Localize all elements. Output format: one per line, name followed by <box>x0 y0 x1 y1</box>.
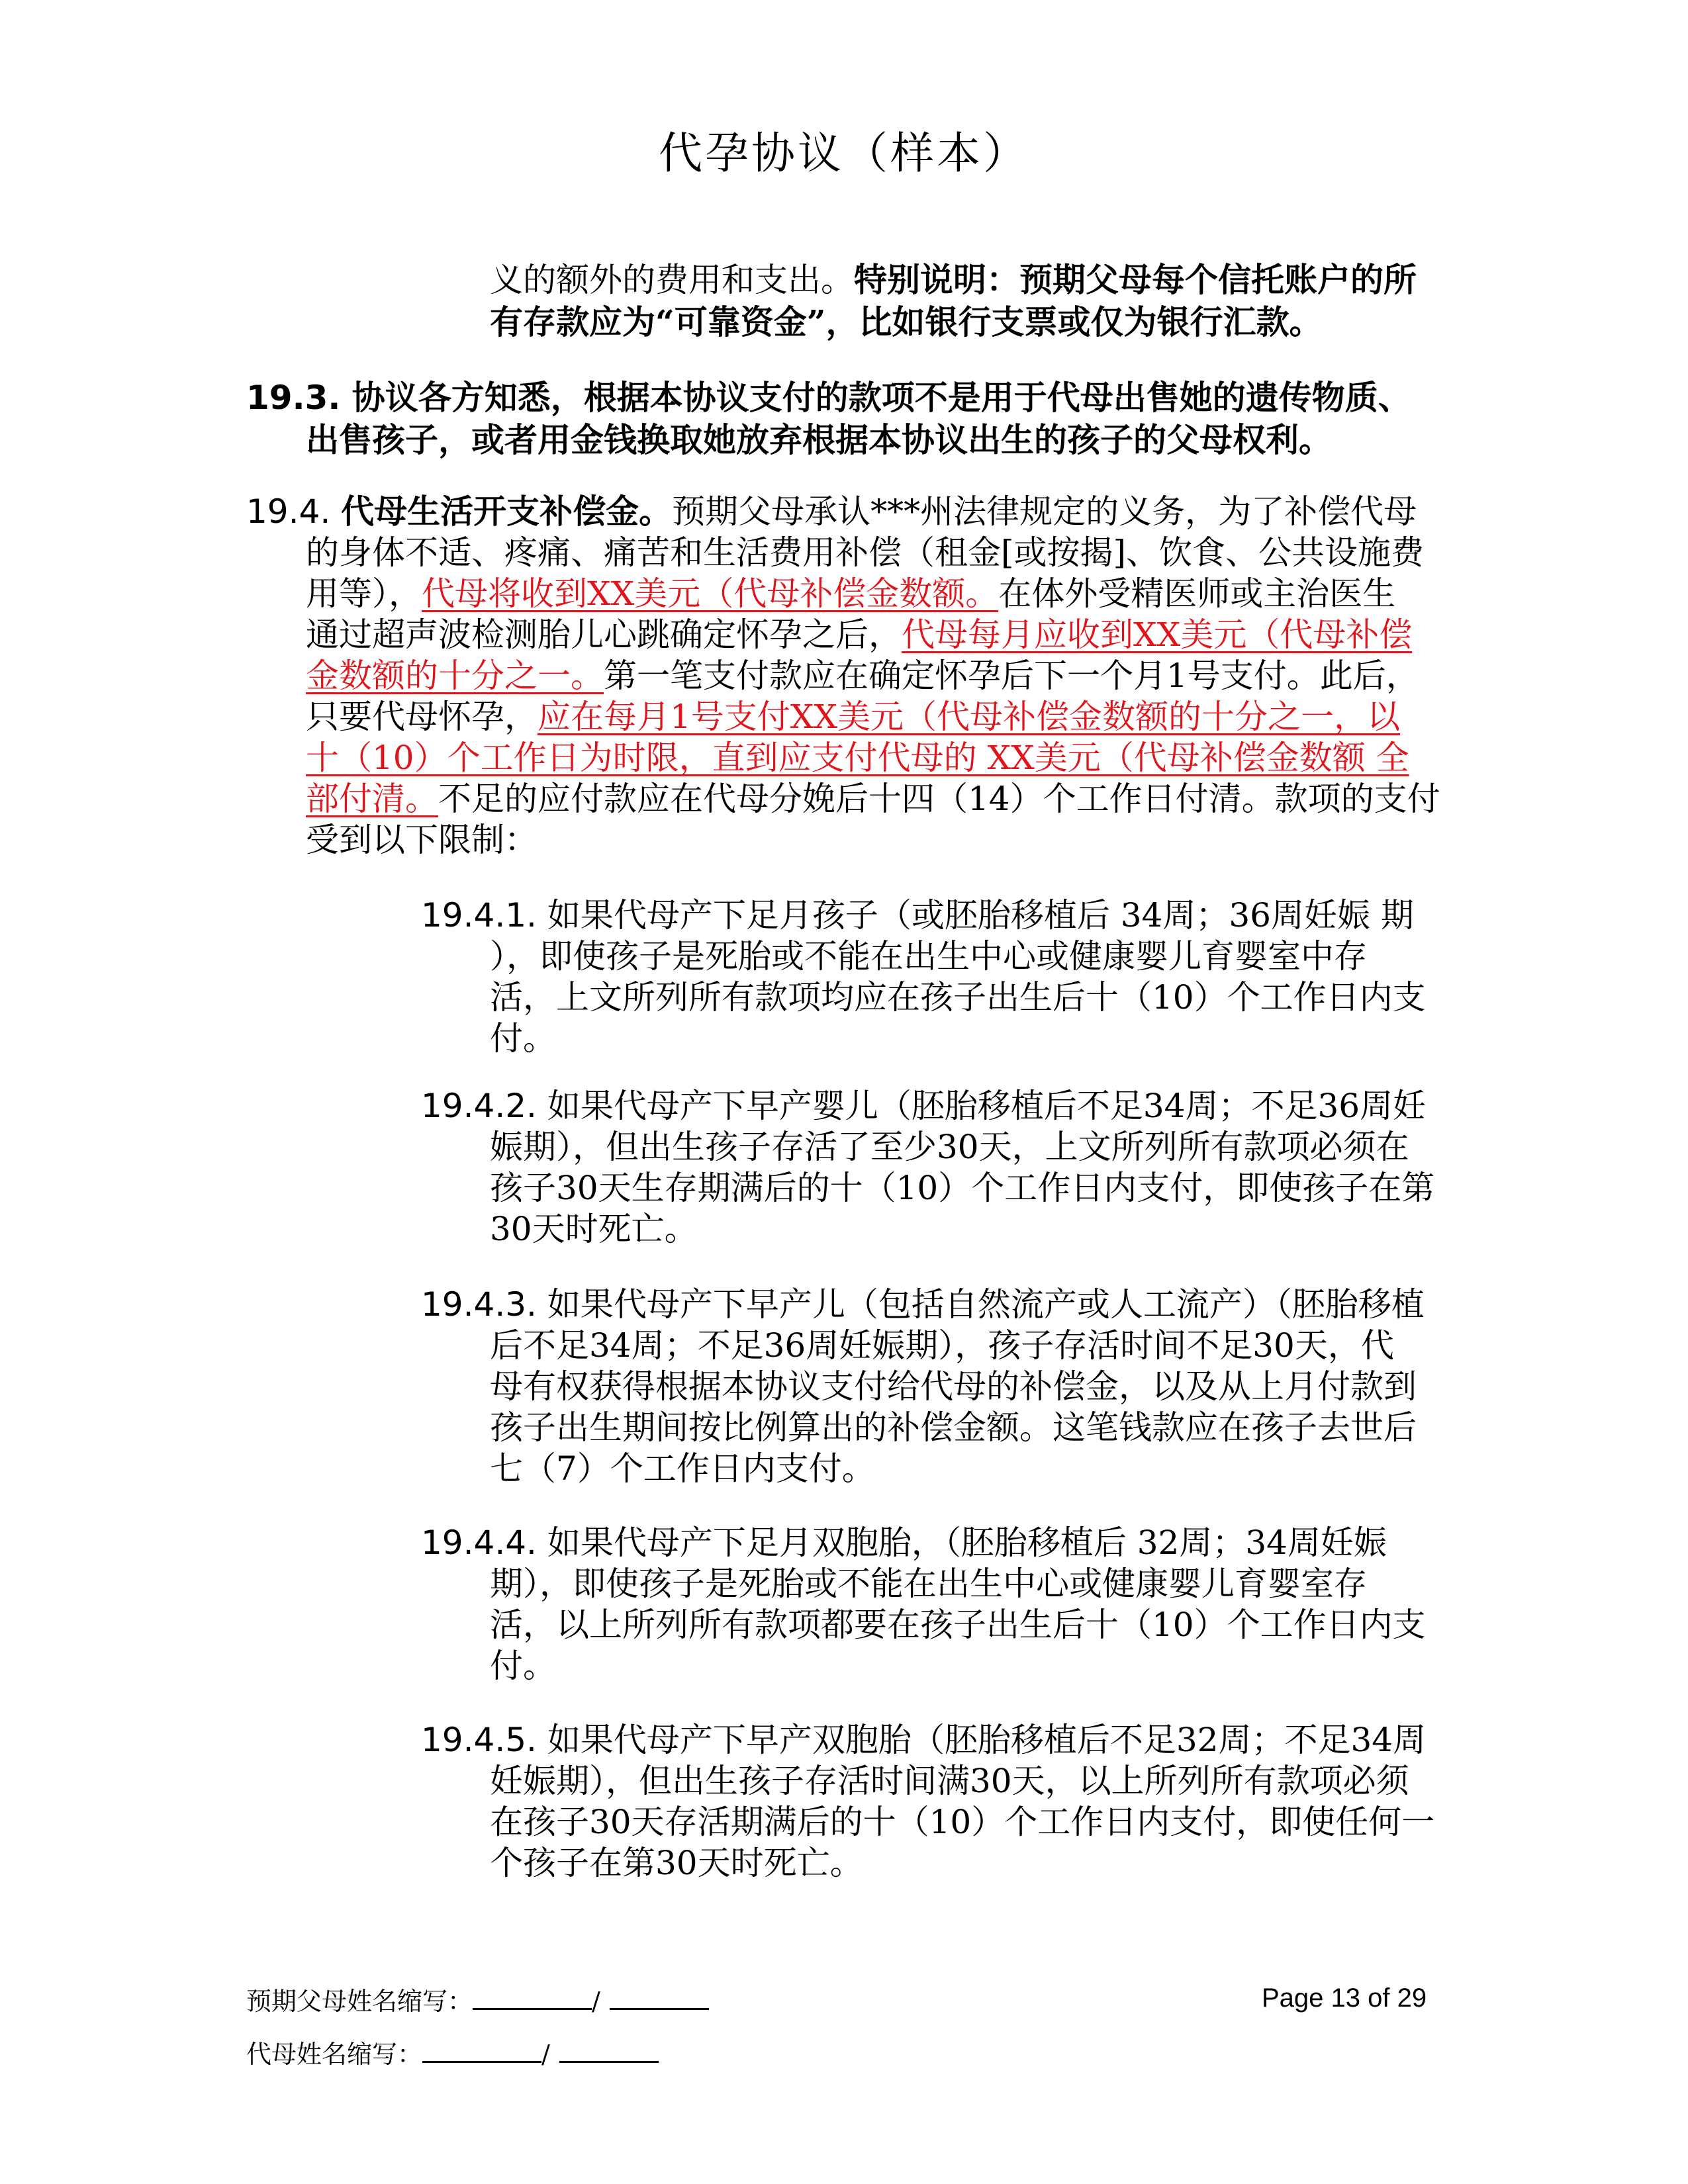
sub-item-number: 19.4.2. <box>421 1087 537 1125</box>
s19-2-line-1: 义的额外的费用和支出。特别说明：预期父母每个信托账户的所 <box>490 260 1417 299</box>
s19-4-line-3: 用等），代母将收到XX美元（代母补偿金数额。在体外受精医师或主治医生 <box>306 574 1396 613</box>
sub-item-19-4-5: 19.4.5. 如果代母产下早产双胞胎（胚胎移植后不足32周；不足34周 妊娠期），但出生孩子存活时间满30天，以上所列所有款项必须 在孩子30天存活期满后的十（10）个工作日内支付，即使任何一 个孩子在第30天时死亡。 <box>421 1721 1435 1882</box>
s19-3-number: 19.3. <box>246 379 341 417</box>
sub-item-19-4-1: 19.4.1. 如果代母产下足月孩子（或胚胎移植后 34周；36周妊娠 期 ），即使孩子是死胎或不能在出生中心或健康婴儿育婴室中存 活，上文所列所有款项均应在孩子出生后十（10）个工作日内支 付。 <box>421 896 1426 1058</box>
footer-surrogate-initials: 代母姓名缩写： / <box>246 2037 659 2070</box>
sub-item-number: 19.4.3. <box>421 1285 537 1324</box>
parents-initials-blank-2[interactable] <box>610 1984 709 2010</box>
page-number: Page 13 of 29 <box>1262 1983 1427 2013</box>
s19-2-line-2: 有存款应为“可靠资金”，比如银行支票或仅为银行汇款。 <box>490 302 1323 341</box>
s19-4-line-1: 19.4. 代母生活开支补偿金。预期父母承认***州法律规定的义务，为了补偿代母 <box>246 492 1417 531</box>
sub-item-number: 19.4.5. <box>421 1721 537 1759</box>
sub-item-number: 19.4.1. <box>421 896 537 934</box>
s19-4-line-5: 金数额的十分之一。第一笔支付款应在确定怀孕后下一个月1号支付。此后， <box>306 657 1419 695</box>
sub-item-number: 19.4.4. <box>421 1524 537 1562</box>
s19-4-line-9: 受到以下限制： <box>306 821 538 859</box>
sub-item-19-4-4: 19.4.4. 如果代母产下足月双胞胎，（胚胎移植后 32周；34周妊娠 期），即使孩子是死胎或不能在出生中心或健康婴儿育婴室存 活，以上所列所有款项都要在孩子出生后十（10）个工作日内支 付。 <box>421 1524 1426 1685</box>
footer-parents-initials: 预期父母姓名缩写： / <box>246 1984 709 2017</box>
s19-4-line-7: 十（10）个工作日为时限，直到应支付代母的 XX美元（代母补偿金数额 全 <box>306 739 1409 777</box>
surrogate-initials-blank-2[interactable] <box>559 2037 659 2063</box>
sub-item-19-4-3: 19.4.3. 如果代母产下早产儿（包括自然流产或人工流产）（胚胎移植 后不足34周；不足36周妊娠期），孩子存活时间不足30天，代 母有权获得根据本协议支付给代母的补偿金，以及从上月付款到 孩子出生期间按比例算出的补偿金额。这笔钱款应在孩子去世后 七（7）个工作日内支付。 <box>421 1285 1425 1488</box>
page-title: 代孕协议（样本） <box>659 128 1029 179</box>
s19-4-line-6: 只要代母怀孕，应在每月1号支付XX美元（代母补偿金数额的十分之一，以 <box>306 698 1401 736</box>
s19-4-number: 19.4. <box>246 492 331 531</box>
s19-4-line-8: 部付清。不足的应付款应在代母分娩后十四（14）个工作日付清。款项的支付 <box>306 780 1440 818</box>
s19-3-line-2: 出售孩子，或者用金钱换取她放弃根据本协议出生的孩子的父母权利。 <box>306 420 1332 459</box>
sub-item-19-4-2: 19.4.2. 如果代母产下早产婴儿（胚胎移植后不足34周；不足36周妊 娠期），但出生孩子存活了至少30天，上文所列所有款项必须在 孩子30天生存期满后的十（10）个工作日内支付，即使孩子在第 30天时死亡。 <box>421 1087 1435 1248</box>
surrogate-initials-blank-1[interactable] <box>422 2037 541 2063</box>
s19-3-line-1: 19.3. 协议各方知悉，根据本协议支付的款项不是用于代母出售她的遗传物质、 <box>246 378 1411 417</box>
s19-4-line-4: 通过超声波检测胎儿心跳确定怀孕之后，代母每月应收到XX美元（代母补偿 <box>306 615 1413 654</box>
s19-4-heading: 代母生活开支补偿金。 <box>341 492 673 531</box>
parents-initials-blank-1[interactable] <box>473 1984 592 2010</box>
s19-4-line-2: 的身体不适、疼痛、痛苦和生活费用补偿（租金[或按揭]、饮食、公共设施费 <box>306 533 1425 572</box>
